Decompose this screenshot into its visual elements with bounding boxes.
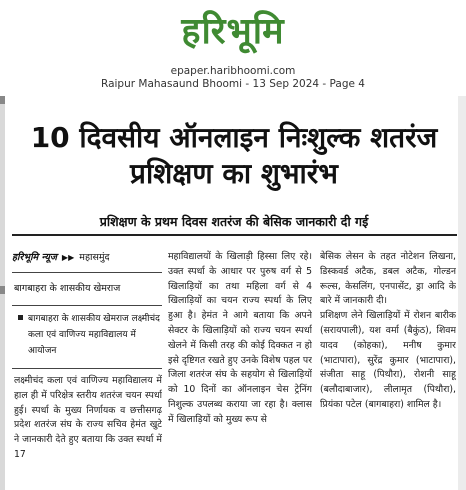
- article-headline: 10 दिवसीय ऑनलाइन निःशुल्क शतरंज प्रशिक्षण का शुभारंभ: [30, 121, 438, 190]
- article-column-3: बेसिक लेसन के तहत नोटेशन लिखना, डिस्कवर्ड अटैक, डबल अटैक, गोल्डन रूल्स, केसलिंग, एनपासेंट, ड्रा आदि के बारे में जानकारी दी। प्रशिक्षण लेने खिलाड़ियों में रोशन बारीक (सरायपाली), यश वर्मा (बैकुंठ), शिवम यादव (कोहका), मनीष कुमार (भाटापारा), सुरेंद्र कुमार (भाटापारा), संजीता साहू (पिथौरा), रोशनी साहू (बलौदाबाजार), लीलामृत (पिथौरा), प्रियंका पटेल (बागबाहरा) शामिल है।: [320, 251, 456, 410]
- byline: [12, 250, 162, 266]
- headline-rule: [12, 234, 457, 236]
- gutter-mark: [0, 286, 5, 294]
- callout-text: बागबाहरा के शासकीय खेमराज लक्ष्मीचंद कला एवं वाणिज्य महाविद्यालय में आयोजन: [28, 314, 160, 356]
- right-gutter: [458, 96, 466, 490]
- byline-arrows-icon: ▶▶: [61, 253, 75, 262]
- left-gutter: [0, 96, 5, 490]
- source-url: epaper.haribhoomi.com: [170, 65, 296, 77]
- byline-rule: [12, 272, 162, 273]
- highlight-callout: [12, 305, 162, 369]
- newspaper-logo: हरिभूमि: [181, 11, 285, 52]
- article-column-2: महाविद्यालयों के खिलाड़ी हिस्सा लिए रहे। उक्त स्पर्धा के आधार पर पुरुष वर्ग से 5 खिलाड़ियों का तथा महिला वर्ग से 4 खिलाड़ियों का चयन राज्य स्पर्धा के लिए हुआ है। हेमंत ने आगे बताया कि अपने सेक्टर के खिलाड़ियों को राज्य चयन स्पर्धा खेलने में किसी तरह की कोई दिक्कत न हो इसे दृष्टिगत रखते हुए उनके विशेष पहल पर जिला शतरंज संघ के सहयोग से खिलाड़ियों को 10 दिनों का ऑनलाइन चेस ट्रेनिंग निशुल्क उपलब्ध कराया जा रहा है। क्लास में खिलाड़ियों को मुख्य रूप से: [168, 251, 312, 425]
- byline-location: महासमुंद: [79, 252, 110, 263]
- place-line: बागबाहरा के शासकीय खेमराज: [14, 283, 121, 294]
- article-column-1: लक्ष्मीचंद कला एवं वाणिज्य महाविद्यालय में हाल ही में परिक्षेत्र स्तरीय शतरंज चयन स्पर्धा हुई। स्पर्धा के मुख्य निर्णायक व छत्तीसगढ़ प्रदेश शतरंज संघ के राज्य सचिव हेमंत खुटे ने जानकारी देते हुए बताया कि उक्त स्पर्धा में 17: [14, 375, 162, 460]
- article-subheadline: प्रशिक्षण के प्रथम दिवस शतरंज की बेसिक जानकारी दी गई: [99, 214, 369, 229]
- edition-line: Raipur Mahasaund Bhoomi - 13 Sep 2024 - Page 4: [101, 78, 365, 90]
- square-bullet-icon: [18, 315, 23, 320]
- gutter-mark: [0, 96, 5, 104]
- byline-brand: हरिभूमि न्यूज: [12, 252, 57, 263]
